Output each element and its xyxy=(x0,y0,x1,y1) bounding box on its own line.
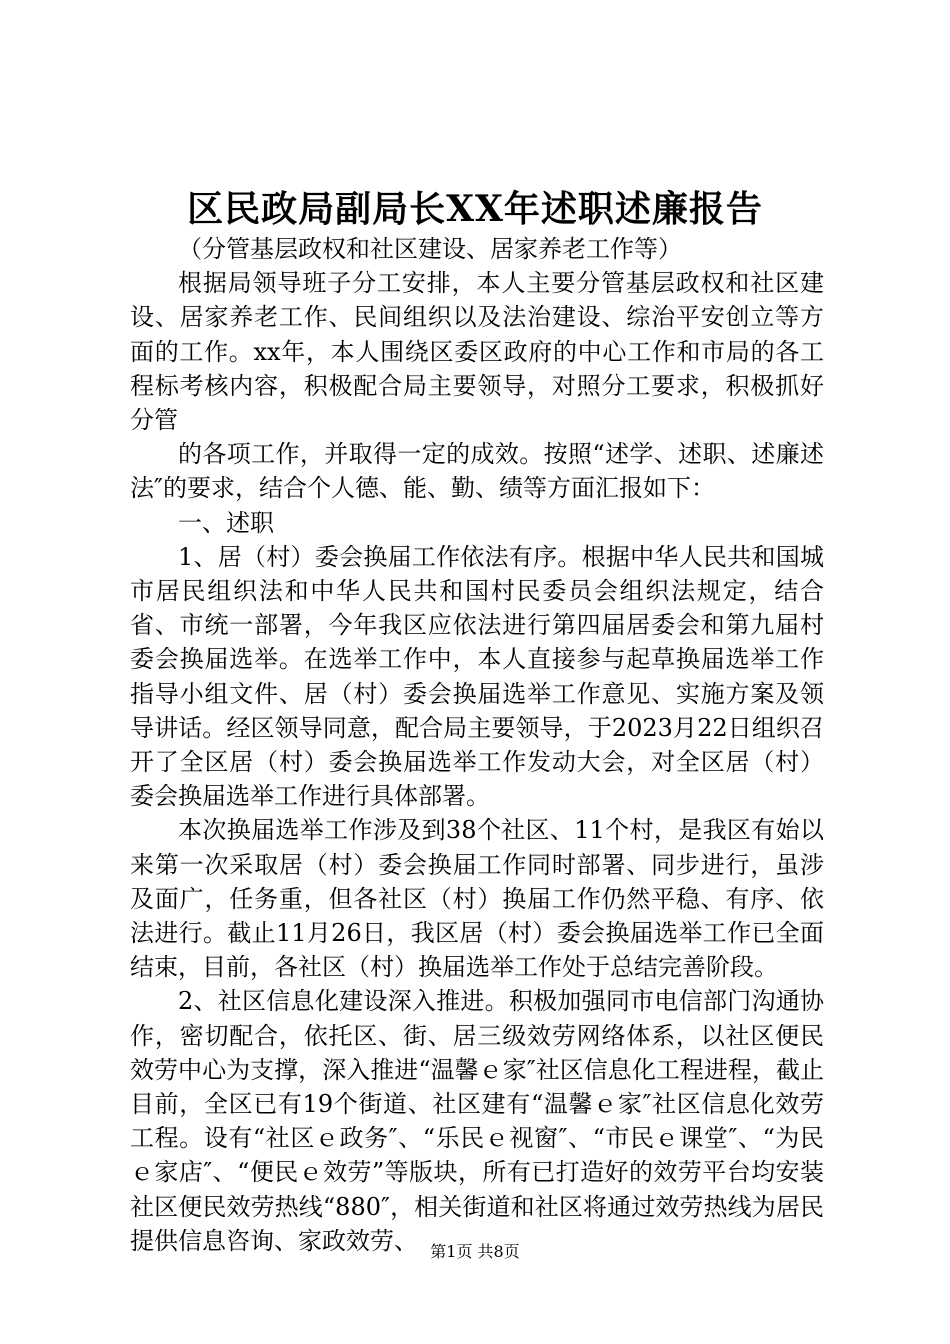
paragraph-informatization: 2、社区信息化建设深入推进。积极加强同市电信部门沟通协作，密切配合，依托区、街、居三级效劳网络体系，以社区便民效劳中心为支撑，深入推进“温馨ｅ家″社区信息化工程进程，截止目前，全区已有19个街道、社区建有“温馨ｅ家″社区信息化效劳工程。设有“社区ｅ政务″、“乐民ｅ视窗″、“市民ｅ课堂″、“为民ｅ家店″、“便民ｅ效劳”等版块，所有已打造好的效劳平台均安装社区便民效劳热线“880″，相关街道和社区将通过效劳热线为居民提供信息咨询、家政效劳、 xyxy=(130,987,824,1255)
document-title: 区民政局副局长XX年述职述廉报告 xyxy=(187,188,763,230)
paragraph-intro-cont: 的各项工作，并取得一定的成效。按照“述学、述职、述廉述法″的要求，结合个人德、能、勤、绩等方面汇报如下： xyxy=(130,440,824,503)
section-heading: 一、述职 xyxy=(178,508,274,537)
paragraph-election: 1、居（村）委会换届工作依法有序。根据中华人民共和国城市居民组织法和中华人民共和国村民委员会组织法规定，结合省、市统一部署，今年我区应依法进行第四届居委会和第九届村委会换届选举。在选举工作中，本人直接参与起草换届选举工作指导小组文件、居（村）委会换届选举工作意见、实施方案及领导讲话。经区领导同意，配合局主要领导，于2023月22日组织召开了全区居（村）委会换届选举工作发动大会，对全区居（村）委会换届选举工作进行具体部署。 xyxy=(130,542,824,811)
paragraph-election-progress: 本次换届选举工作涉及到38个社区、11个村，是我区有始以来第一次采取居（村）委会换届工作同时部署、同步进行，虽涉及面广，任务重，但各社区（村）换届工作仍然平稳、有序、依法进行。截止11月26日，我区居（村）委会换届选举工作已全面结束，目前，各社区（村）换届选举工作处于总结完善阶段。 xyxy=(130,816,824,982)
paragraph-intro: 根据局领导班子分工安排，本人主要分管基层政权和社区建设、居家养老工作、民间组织以及法治建设、综治平安创立等方面的工作。xx年，本人围绕区委区政府的中心工作和市局的各工程标考核内容，积极配合局主要领导，对照分工要求，积极抓好分管 xyxy=(130,269,824,435)
document-subtitle: （分管基层政权和社区建设、居家养老工作等） xyxy=(178,235,682,263)
document-body xyxy=(130,232,824,1258)
page-footer: 第1页 共8页 xyxy=(430,1242,520,1261)
